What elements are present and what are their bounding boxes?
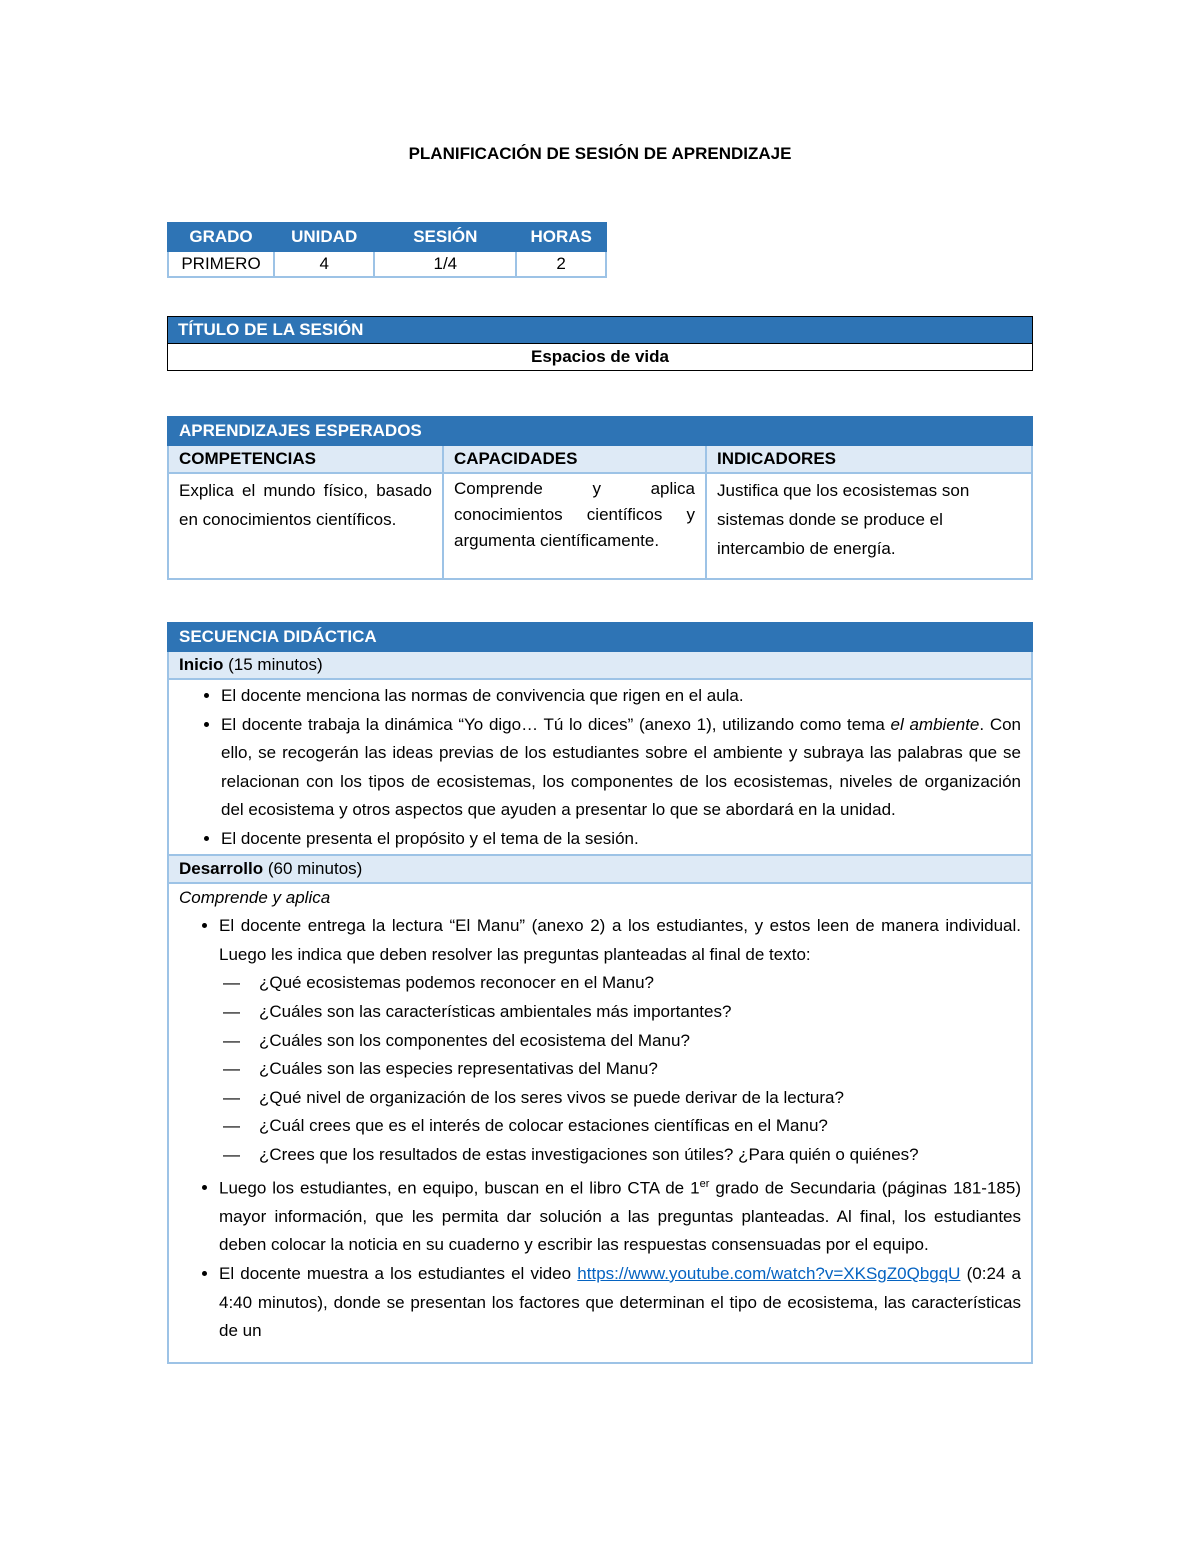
column-competencias: COMPETENCIAS	[168, 445, 443, 473]
list-item: • El docente menciona las normas de convivencia que rigen en el aula.	[221, 682, 1021, 711]
document-title: PLANIFICACIÓN DE SESIÓN DE APRENDIZAJE	[408, 144, 792, 163]
question-item: — ¿Qué ecosistemas podemos reconocer en el Manu?	[259, 969, 1021, 998]
value-sesion: 1/4	[374, 251, 516, 277]
inicio-label: Inicio	[179, 655, 224, 674]
inicio-list	[179, 682, 1021, 854]
sequence-header-row	[168, 623, 1032, 651]
info-value-row	[168, 251, 606, 277]
competencias-text: Explica el mundo físico, basado en conocimientos científicos.	[168, 473, 443, 579]
inicio-body	[168, 679, 1032, 855]
desarrollo-body-row	[168, 883, 1032, 1363]
learning-columns-row	[168, 445, 1032, 473]
question-item: — ¿Crees que los resultados de estas investigaciones son útiles? ¿Para quién o quiénes?	[259, 1141, 1021, 1170]
session-title-table	[167, 316, 1033, 371]
learning-table	[167, 416, 1033, 580]
learning-header-row	[168, 417, 1032, 445]
question-item: — ¿Cuáles son los componentes del ecosistema del Manu?	[259, 1027, 1021, 1056]
desarrollo-header-row	[168, 855, 1032, 883]
session-title-value: Espacios de vida	[168, 344, 1033, 371]
value-horas: 2	[516, 251, 606, 277]
inicio-body-row	[168, 679, 1032, 855]
video-link[interactable]: https://www.youtube.com/watch?v=XKSgZ0QbgqU	[577, 1263, 961, 1283]
desarrollo-duration: (60 minutos)	[267, 858, 363, 878]
list-item: • Luego los estudiantes, en equipo, buscan en el libro CTA de 1er grado de Secundaria (páginas 181-185) mayor información, que les permita dar solución a las preguntas planteadas. Al final, los estudiantes deben colocar la noticia en su cuaderno y escribir las respuestas consensuadas por el equipo.	[219, 1170, 1021, 1260]
sequence-header: SECUENCIA DIDÁCTICA	[168, 623, 1032, 651]
info-header-row	[168, 223, 606, 251]
emphasis-text: el ambiente	[890, 714, 980, 734]
list-item: • El docente muestra a los estudiantes el video https://www.youtube.com/watch?v=XKSgZ0QbgqU (0:24 a 4:40 minutos), donde se presentan los factores que determinan el tipo de ecosistema, las características de un	[219, 1260, 1021, 1346]
inicio-header	[168, 651, 1032, 679]
capacidades-text: Comprende y aplica conocimientos científicos y argumenta científicamente.	[443, 473, 706, 579]
session-title-header: TÍTULO DE LA SESIÓN	[168, 317, 1033, 344]
inicio-header-row	[168, 651, 1032, 679]
desarrollo-content	[179, 884, 1021, 1362]
session-info-table	[167, 222, 607, 278]
question-list	[219, 969, 1021, 1169]
header-sesion: SESIÓN	[374, 223, 516, 251]
question-item: — ¿Cuáles son las características ambientales más importantes?	[259, 998, 1021, 1027]
inicio-duration: (15 minutos)	[228, 655, 323, 674]
question-item: — ¿Cuál crees que es el interés de colocar estaciones científicas en el Manu?	[259, 1112, 1021, 1141]
list-item: • El docente presenta el propósito y el tema de la sesión.	[221, 825, 1021, 854]
list-item: • El docente entrega la lectura “El Manu” (anexo 2) a los estudiantes, y estos leen de manera individual. Luego les indica que deben resolver las preguntas planteadas al final de texto: — ¿Qué ecosistemas podemos reconocer en el Manu? — ¿Cuáles son las características ambientales más importantes? — ¿Cuáles son los componentes del ecosistema del Manu? — ¿Cuáles son las especies representativas del Manu? — ¿Qué nivel de organización de los seres vivos se puede derivar de la lectura? — ¿Cuál crees que es el interés de colocar estaciones científicas en el Manu? — ¿Crees que los resultados de estas investigaciones son útiles? ¿Para quién o quiénes?	[219, 912, 1021, 1169]
header-horas: HORAS	[516, 223, 606, 251]
session-title-row	[168, 344, 1033, 371]
desarrollo-header	[168, 855, 1032, 883]
value-unidad: 4	[274, 251, 374, 277]
sequence-table	[167, 622, 1033, 1364]
header-unidad: UNIDAD	[274, 223, 374, 251]
question-item: — ¿Cuáles son las especies representativas del Manu?	[259, 1055, 1021, 1084]
desarrollo-subtitle: Comprende y aplica	[179, 887, 331, 907]
value-grado: PRIMERO	[168, 251, 274, 277]
header-grado: GRADO	[168, 223, 274, 251]
learning-header: APRENDIZAJES ESPERADOS	[168, 417, 1032, 445]
session-title-header-row	[168, 317, 1033, 344]
indicadores-text: Justifica que los ecosistemas son sistemas donde se produce el intercambio de energía.	[706, 473, 1032, 579]
desarrollo-list	[179, 912, 1021, 1346]
learning-body-row	[168, 473, 1032, 579]
question-item: — ¿Qué nivel de organización de los seres vivos se puede derivar de la lectura?	[259, 1084, 1021, 1113]
column-indicadores: INDICADORES	[706, 445, 1032, 473]
list-item: • El docente trabaja la dinámica “Yo digo… Tú lo dices” (anexo 1), utilizando como tema el ambiente. Con ello, se recogerán las ideas previas de los estudiantes sobre el ambiente y subraya las palabras que se relacionan con los tipos de ecosistemas, los componentes de los ecosistemas, niveles de organización del ecosistema y otros aspectos que ayuden a presentar lo que se abordará en la unidad.	[221, 711, 1021, 825]
desarrollo-body	[168, 883, 1032, 1363]
column-capacidades: CAPACIDADES	[443, 445, 706, 473]
desarrollo-label: Desarrollo	[179, 858, 264, 878]
